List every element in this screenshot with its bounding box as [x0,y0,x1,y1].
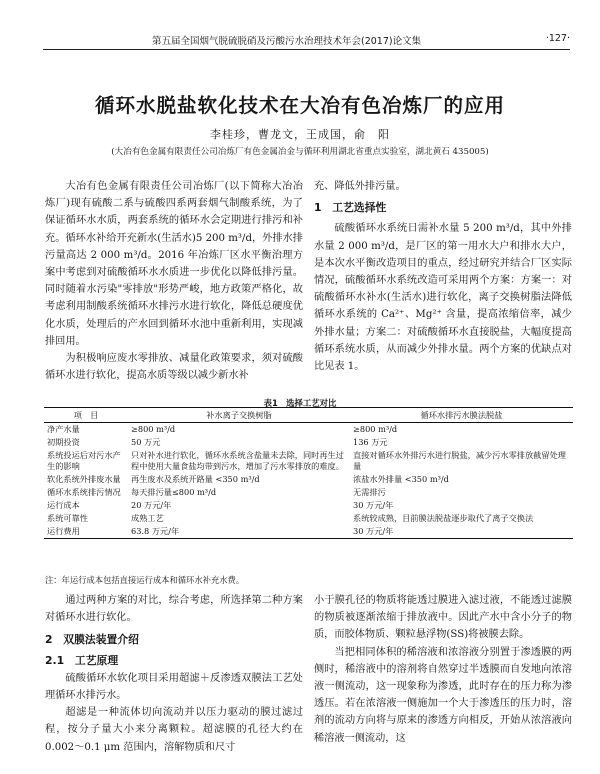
cell-option-2: 浓盐水外排量 <350 m³/d [353,474,449,484]
intro-paragraph-2: 为积极响应废水零排放、减量化政策要求，须对硫酸循环水进行软化，提高水质等级以减少新水补 [45,353,303,382]
table-row [44,525,573,539]
table-note: 注：年运行成本包括直接运行成本和循环水补充水费。 [45,575,245,585]
row-label: 净产水量 [47,424,80,434]
table-row [44,512,573,525]
row-label: 系统投运后对污水产生的影响 [47,450,121,471]
section-2-heading: 2 双膜法装置介绍 [45,633,139,647]
cell-option-1: 63.8 万元/年 [128,525,350,539]
cell-option-1: 只对补水进行软化，循环水系统含盐量未去除，同时再生过程中使用大量食盐均带到污水，增加了污水零排放的难度。 [131,450,344,471]
cell-option-1: 每天排污量≤800 m³/d [131,487,217,497]
header-option-1: 补水离子交换树脂 [128,408,350,423]
right-column-bottom [314,592,572,747]
osmosis-paragraph: 当把相同体积的稀溶液和浓溶液分别置于渗透膜的两侧时，稀溶液中的溶剂将自然穿过半透膜而自发地向浓溶液一侧流动，这一现象称为渗透，此时存在的压力称为渗透压。若在浓溶液一侧施加一个大于渗透压的压力时，溶剂的流动方向将与原来的渗透方向相反，开始从浓溶液向稀溶液一侧流动，这 [314,646,572,744]
left-column-top [45,178,303,384]
cell-option-2: 无需排污 [353,487,386,497]
comparison-table [44,407,573,539]
header-rule [43,49,570,50]
table-row [44,423,573,437]
row-label: 软化系统外排废水量 [47,474,121,484]
affiliation: (大冶有色金属有限责任公司冶炼厂有色金属冶金与循环利用湖北省重点实验室，湖北黄石 435005) [111,147,489,157]
continued-line: 充、降低外排污量。 [314,181,406,192]
right-column-top [314,178,572,375]
cell-option-2: 系统较成熟，目前膜法脱盐逐步取代了离子交换法 [353,513,534,523]
cell-option-1: 50 万元 [131,437,161,447]
table-row [44,473,573,486]
cell-option-2: 30 万元/年 [350,525,573,539]
table-row [44,436,573,449]
table-caption: 表1 选择工艺对比 [263,398,337,408]
ultrafiltration-paragraph: 超滤是一种流体切向流动并以压力驱动的膜过滤过程，按分子量大小来分离颗粒。超滤膜的孔径大约在 0.002～0.1 μm 范围内，溶解物质和尺寸 [45,707,303,753]
running-header: 第五届全国烟气脱硫脱硝及污酸污水治理技术年会(2017)论文集 [152,36,422,47]
table-row [44,449,573,473]
left-column-bottom [45,592,303,756]
authors: 李桂珍，曹龙文，王成国，俞 阳 [210,128,390,141]
header-option-2: 循环水排污水膜法脱盐 [350,408,573,423]
filtrate-paragraph: 小于膜孔径的物质将能透过膜进入滤过液，不能透过滤膜的物质被逐渐浓缩于排放液中。因此产水中含小分子的物质，而胶体物质、颗粒悬浮物(SS)将被膜去除。 [314,595,572,641]
row-label: 系统可靠性 [47,513,88,523]
cell-option-2: 直接对循环水外排污水进行脱盐，减少污水零排放截留处理量 [353,450,566,471]
cell-option-2: 136 万元 [353,437,388,447]
section-1-heading: 1 工艺选择性 [314,201,387,215]
cell-option-1: 20 万元/年 [131,500,172,510]
choice-paragraph: 通过两种方案的对比，综合考虑，所选择第二种方案对循环水进行软化。 [45,595,303,624]
cell-option-2: 30 万元/年 [353,500,394,510]
cell-option-1: 再生废水及系统开路量 <350 m³/d [131,474,260,484]
section-1-paragraph: 硫酸循环水系统日需补水量 5 200 m³/d，其中外排水量 2 000 m³/d，是厂区的第一用水大户和排水大户，是本次水平衡改造项目的重点，经过研究并结合厂区实际情况，硫酸循环水系统改造可采用两个方案：方案一：对硫酸循环水补水(生活水)进行软化，离子交换树脂法降低循环水系统的 Ca²⁺、Mg²⁺ 含量，提高浓缩倍率，减少外排水量；方案二：对硫酸循环水直接脱盐，大幅度提高循环系统水质，从而减少外排水量。两个方案的优缺点对比见表 1。 [314,223,572,373]
cell-option-2: ≥800 m³/d [353,424,398,434]
row-label: 运行成本 [47,500,80,510]
cell-option-1: 成熟工艺 [131,513,164,523]
page-number: ·127· [545,33,570,44]
section-2-1-heading: 2.1 工艺原理 [45,653,119,667]
header-item: 项 目 [44,408,128,423]
table-header-row [44,408,573,423]
row-label: 运行费用 [44,525,128,539]
table-row [44,486,573,499]
process-paragraph: 硫酸循环水软化项目采用超滤＋反渗透双膜法工艺处理循环水排污水。 [45,672,303,702]
row-label: 循环水系统排污情况 [47,487,121,497]
intro-paragraph-1: 大冶有色金属有限责任公司冶炼厂(以下简称大冶冶炼厂)现有硫酸二系与硫酸四系两套烟气制酸系统，为了保证循环水水质，两套系统的循环水会定期进行排污和补充。循环水补给开充新水(生活水)5 200 m³/d，外排水排污量高达 2 000 m³/d。2016 年冶炼厂区水平衡治理方案中考虑到对硫酸循环水水质进一步优化以降低排污量。同时随着水污染"零排放"形势严峻，地方政策严格化，故考虑利用制酸系统循环水排污水进行软化，降低总硬度优化水质，处理后的产水回到循环水池中重新利用，实现减排回用。 [45,181,303,347]
paper-title: 循环水脱盐软化技术在大冶有色冶炼厂的应用 [94,94,505,117]
cell-option-1: ≥800 m³/d [131,424,176,434]
table-row [44,499,573,512]
row-label: 初期投资 [47,437,80,447]
